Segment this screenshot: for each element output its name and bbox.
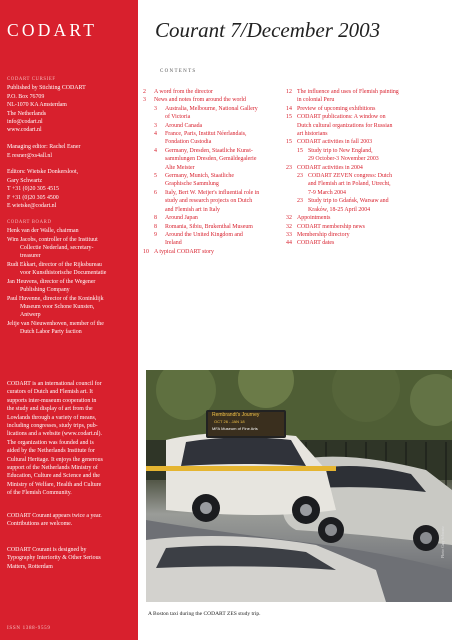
about-line: Ministry of Welfare, Health and Culture [7,481,102,488]
sidebar [0,0,138,640]
about-line: of the Flemish Community. [7,490,72,497]
board-member-line: Henk van der Walle, chairman [7,228,79,235]
toc-title [165,122,283,130]
toc-entry [286,147,446,164]
issn-number: ISSN 1388-9559 [7,626,51,631]
managing-editor: Managing editor: Rachel Esner [7,144,81,151]
toc-entry [143,248,283,256]
toc-title [165,223,283,231]
toc-title-line: Preview of upcoming exhibitions [297,105,376,112]
toc-page-number: 9 [154,231,157,238]
toc-title-line: in colonial Peru [297,97,335,104]
toc-title [154,88,283,96]
toc-page-number: 23 [286,164,292,171]
about-line: Cultural Heritage. It enjoys the generous [7,456,103,463]
toc-title-line: Around Japan [165,215,198,222]
board-member-line: Rudi Ekkart, director of the Rijksbureau [7,261,102,268]
toc-title [297,164,446,172]
colophon-line: info@codart.nl [7,119,43,126]
about-line: Lowlands through a variety of means, [7,414,97,421]
toc-entry [143,122,283,130]
toc-title-line: Fondation Custodia [165,139,212,146]
toc-title-line: CODART activities in 2004 [297,164,363,171]
toc-title-line: CODART membership news [297,223,365,230]
board-member-line: voor Kunsthistorische Documentatie [20,270,107,277]
codart-logo: CODART [7,20,98,40]
toc-title [165,172,283,189]
toc-page-number: 8 [154,215,157,222]
toc-title-line: Study trip to Gdańsk, Warsaw and [308,198,389,205]
toc-title [154,96,283,104]
toc-entry [143,96,283,104]
board-member-line: Museum voor Schone Kunsten, [20,303,95,310]
toc-title [308,147,446,164]
toc-title-line: CODART ZEVEN congress: Dutch [308,173,393,180]
toc-page-number: 6 [154,189,157,196]
toc-title-line: Germany, Munich, Staatliche [165,173,234,180]
colophon [7,76,133,337]
design-line: CODART Courant is designed by [7,547,87,553]
about-line: aided by the Netherlands Institute for [7,448,95,455]
toc-title [165,105,283,122]
toc-entry [143,172,283,189]
rooftop-sign-line3: MFA Museum of Fine Arts [212,426,258,431]
toc-page-number: 15 [286,139,292,146]
photo-boston-taxi [146,370,452,602]
toc-page-number: 14 [286,105,292,112]
toc-entry [286,138,446,146]
toc-page-number: 3 [154,105,157,112]
rooftop-sign-line2: OCT 26 - JAN 18 [214,419,245,424]
toc-title [297,105,446,113]
colophon-heading: CODART CURSIEF [7,77,56,82]
design-credit [7,546,133,571]
toc-title [154,248,283,256]
colophon-line: NL-1070 KA Amsterdam [7,102,67,109]
toc-entry [286,113,446,138]
toc-entry [286,164,446,172]
about-line: CODART is an international council for [7,381,102,387]
toc-title [165,231,283,248]
about-line: including congresses, study trips, pub- [7,423,98,430]
toc-title [165,130,283,147]
toc-entry [143,223,283,231]
toc-entry [286,239,446,247]
board-list [7,227,133,336]
design-line: Matters, Rotterdam [7,563,53,570]
frequency-text [7,512,133,529]
board-member-line: Jeltje van Nieuwenhoven, member of the [7,320,104,327]
toc-page-number: 10 [143,248,149,255]
toc-title-line: 29 October-3 November 2003 [308,156,379,163]
toc-title [297,214,446,222]
about-line: The organization was founded and is [7,439,94,446]
toc-entry [286,214,446,222]
colophon-line: The Netherlands [7,110,47,117]
frequency-line: CODART Courant appears twice a year. [7,513,102,519]
toc-title-line: Germany, Dresden, Staatliche Kunst- [165,147,253,154]
about-line: curators of Dutch and Flemish art. It [7,389,93,396]
toc-page-number: 12 [286,89,292,95]
toc-title [308,172,446,197]
about-line: supports inter-museum cooperation in [7,397,97,404]
board-member-line: Publishing Company [20,287,70,294]
toc-left-column [143,88,283,256]
toc-title-line: of Victoria [165,114,191,121]
toc-page-number: 32 [286,215,292,222]
toc-entry [286,197,446,214]
toc-page-number: 23 [297,198,303,205]
toc-right-column [286,88,446,248]
toc-title-line: Around the United Kingdom and [165,231,243,238]
about-line: lications and a website (www.codart.nl). [7,431,102,438]
page-title: Courant 7/December 2003 [155,18,381,42]
toc-entry [286,223,446,231]
toc-entry [286,88,446,105]
rooftop-sign-line1: Rembrandt's Journey [212,412,260,418]
toc-title [165,214,283,222]
toc-page-number: 3 [154,122,157,129]
board-member-line: Collectie Nederland, secretary- [20,245,94,252]
toc-page-number: 4 [154,147,157,154]
editors-label: Editors: Wietske Donkersloot, [7,169,79,176]
toc-title [297,113,446,138]
toc-entry [286,172,446,197]
toc-title-line: Alte Meister [165,164,195,171]
toc-title-line: 7-9 March 2004 [308,189,346,196]
toc-title-line: Australia, Melbourne, National Gallery [165,105,258,112]
toc-page-number: 23 [297,173,303,180]
toc-title [308,197,446,214]
phone-number: T +31 (0)20 305 4515 [7,186,59,193]
toc-entry [143,105,283,122]
photo-caption: A Boston taxi during the CODART ZES study trip. [148,611,261,617]
toc-title-line: Dutch cultural organizations for Russian [297,122,393,129]
toc-page-number: 32 [286,223,292,230]
colophon-line: P.O. Box 76709 [7,93,45,100]
toc-title-line: A word from the director [154,89,213,95]
toc-title-line: art historians [297,131,328,138]
toc-page-number: 5 [154,173,157,180]
toc-title-line: France, Paris, Institut Néerlandais, [165,131,247,138]
toc-title-line: CODART activities in fall 2003 [297,139,373,146]
toc-title-line: Italy, Bert W. Meijer's influential role in [165,189,260,196]
colophon-line: www.codart.nl [7,127,42,134]
photo-credit: Photo: Gary Schwartz [441,526,445,558]
board-member-line: Wim Jacobs, controller of the Instituut [7,236,98,243]
toc-title-line: Appointments [297,215,331,222]
toc-title [297,231,446,239]
board-member-line: Antwerp [20,312,41,319]
toc-title-line: and Flemish art in Italy [165,206,220,213]
design-line: Typography Interiority & Other Serious [7,555,101,562]
toc-page-number: 8 [154,223,157,230]
managing-editor-email: E resner@xs4all.nl [7,152,53,159]
toc-title-line: Membership directory [297,231,350,238]
toc-page-number: 3 [143,97,146,104]
toc-page-number: 15 [286,114,292,121]
toc-page-number: 2 [143,89,146,95]
toc-title [165,147,283,172]
toc-title-line: Graphische Sammlung [165,181,219,188]
toc-title-line: CODART publications: A window on [297,114,386,121]
toc-page-number: 4 [154,131,157,138]
editor-email: E wietske@codart.nl [7,203,57,210]
toc-entry [143,214,283,222]
fax-number: F +31 (0)20 305 4500 [7,194,59,201]
about-line: the study and display of art from the [7,406,93,413]
toc-page-number: 44 [286,240,292,247]
toc-entry [286,231,446,239]
toc-entry [143,130,283,147]
toc-title-line: and Flemish art in Poland, Utrecht, [308,181,391,188]
taxi-photo-illustration [146,370,452,602]
toc-entry [143,189,283,214]
toc-title-line: Kraków, 18-25 April 2004 [308,206,371,213]
toc-title-line: sammlungen Dresden, Gemäldegalerie [165,156,257,163]
toc-page-number: 33 [286,231,292,238]
toc-page-number: 15 [297,147,303,154]
colophon-address [7,84,133,134]
editors-name: Gary Schwartz [7,177,43,184]
toc-entry [143,88,283,96]
toc-title-line: Romania, Sibiu, Brukenthal Museum [165,223,253,230]
board-heading: CODART BOARD [7,219,52,225]
board-member-line: Paul Huvenne, director of the Koninklijk [7,295,104,302]
toc-title-line: News and notes from around the world [154,97,246,104]
toc-title [165,189,283,214]
toc-title [297,223,446,231]
colophon-line: Published by Stichting CODART [7,85,86,92]
about-text [7,380,133,498]
frequency-line: Contributions are welcome. [7,521,73,528]
toc-title-line: The influence and uses of Flemish painting [297,89,399,95]
board-member-line: treasurer [20,253,41,260]
board-member-line: Dutch Labor Party faction [20,329,82,336]
toc-entry [143,147,283,172]
toc-entry [143,231,283,248]
toc-title-line: Ireland [165,240,182,247]
about-line: support of the Netherlands Ministry of [7,465,98,472]
toc-title [297,239,446,247]
toc-title-line: Study trip to New England, [308,147,373,154]
toc-entry [286,105,446,113]
toc-title [297,138,446,146]
toc-title [297,88,446,105]
toc-title-line: study and research projects on Dutch [165,198,253,205]
toc-title-line: CODART dates [297,240,335,247]
toc-title-line: A typical CODART story [154,248,214,255]
board-member-line: Jan Heuvens, director of the Wegener [7,278,96,285]
toc-title-line: Around Canada [165,122,203,129]
about-line: Education, Culture and Science and the [7,473,100,480]
contents-heading: CONTENTS [160,69,197,74]
